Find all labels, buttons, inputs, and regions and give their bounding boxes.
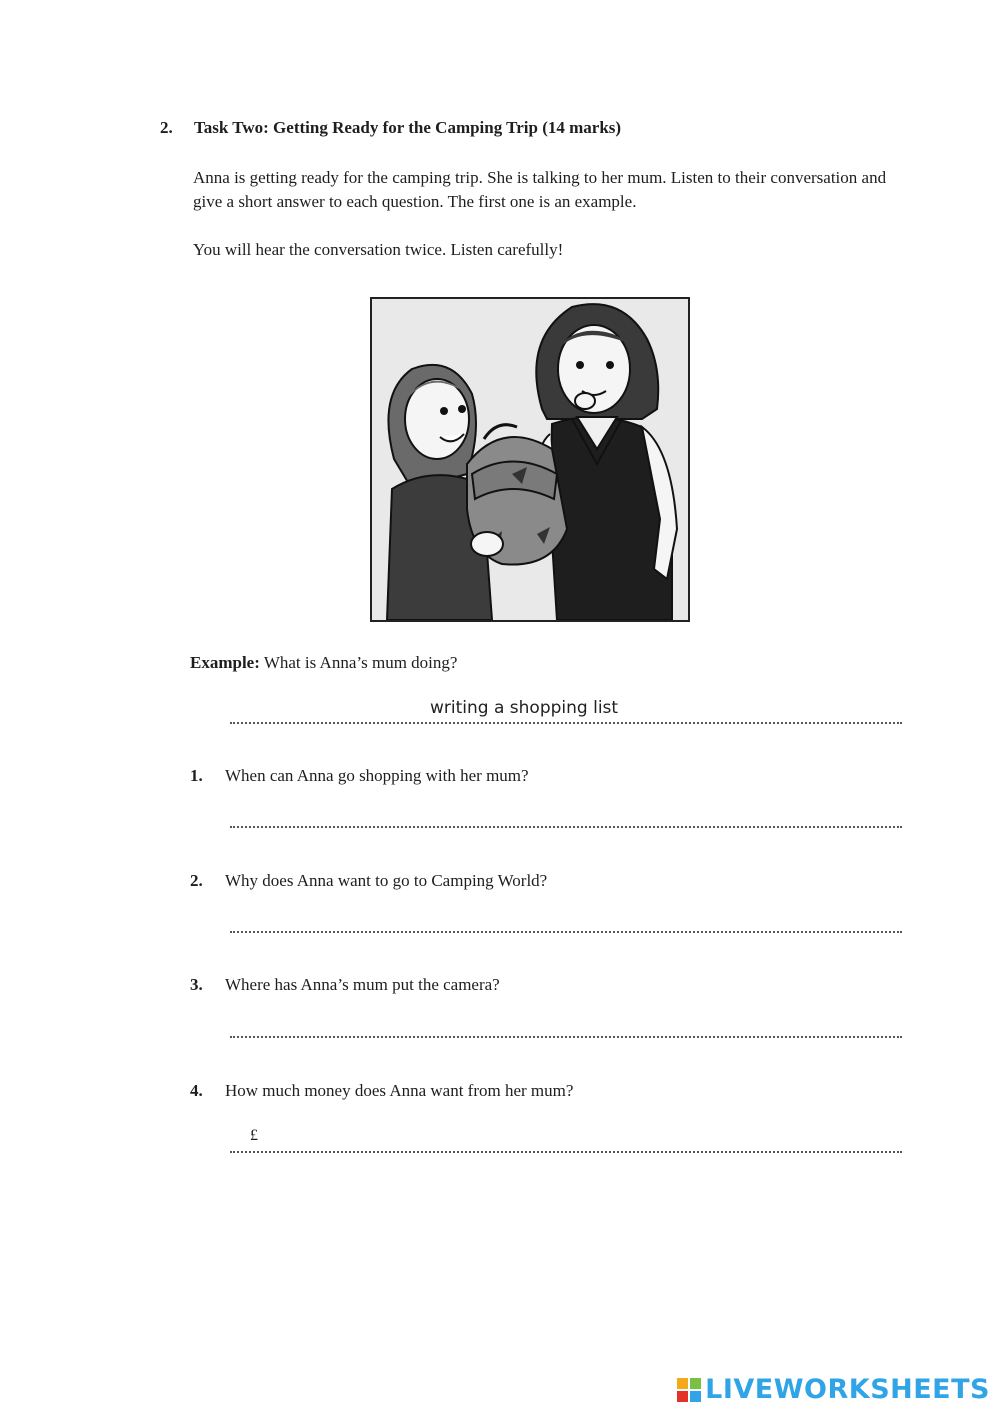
logo-block-icon bbox=[690, 1378, 701, 1389]
question-1-text: When can Anna go shopping with her mum? bbox=[225, 766, 529, 785]
question-4 bbox=[190, 1081, 573, 1101]
example-label: Example: bbox=[190, 653, 260, 672]
answer-3-input[interactable] bbox=[232, 1010, 904, 1038]
illustration-drawing bbox=[372, 299, 688, 620]
task-intro: Anna is getting ready for the camping trip. She is talking to her mum. Listen to their conversation and give a short answer to each question. The first one is an example. bbox=[193, 168, 887, 211]
question-2-number: 2. bbox=[190, 871, 203, 890]
answer-3-line bbox=[230, 1036, 902, 1038]
question-3-text: Where has Anna’s mum put the camera? bbox=[225, 975, 500, 994]
question-4-text: How much money does Anna want from her mum? bbox=[225, 1081, 574, 1100]
answer-1-input[interactable] bbox=[232, 800, 904, 828]
task-instruction: You will hear the conversation twice. Listen carefully! bbox=[193, 240, 564, 259]
example-answer: writing a shopping list bbox=[430, 698, 619, 718]
question-2-text: Why does Anna want to go to Camping World? bbox=[225, 871, 548, 890]
example-answer-line bbox=[230, 722, 902, 724]
answer-4-input[interactable] bbox=[268, 1125, 904, 1153]
question-2 bbox=[190, 871, 547, 891]
task-number: 2. bbox=[160, 118, 173, 137]
question-4-number: 4. bbox=[190, 1081, 203, 1100]
question-1-number: 1. bbox=[190, 766, 203, 785]
logo-block-icon bbox=[690, 1391, 701, 1402]
illustration-anna-and-mum bbox=[370, 297, 690, 622]
question-3-number: 3. bbox=[190, 975, 203, 994]
task-title-text: Task Two: Getting Ready for the Camping Trip (14 marks) bbox=[194, 118, 622, 137]
answer-4-line bbox=[230, 1151, 902, 1153]
question-1 bbox=[190, 766, 529, 786]
example-question-text: What is Anna’s mum doing? bbox=[263, 653, 458, 672]
pound-sign: £ bbox=[250, 1127, 258, 1144]
logo-text: LIVEWORKSHEETS bbox=[705, 1374, 990, 1405]
logo-block-icon bbox=[677, 1378, 688, 1389]
task-title bbox=[160, 118, 621, 138]
example-question bbox=[190, 653, 457, 673]
answer-2-line bbox=[230, 931, 902, 933]
answer-1-line bbox=[230, 826, 902, 828]
answer-2-input[interactable] bbox=[232, 905, 904, 933]
logo-blocks-icon bbox=[677, 1378, 701, 1402]
question-3 bbox=[190, 975, 500, 995]
liveworksheets-logo[interactable] bbox=[677, 1374, 990, 1405]
logo-block-icon bbox=[677, 1391, 688, 1402]
